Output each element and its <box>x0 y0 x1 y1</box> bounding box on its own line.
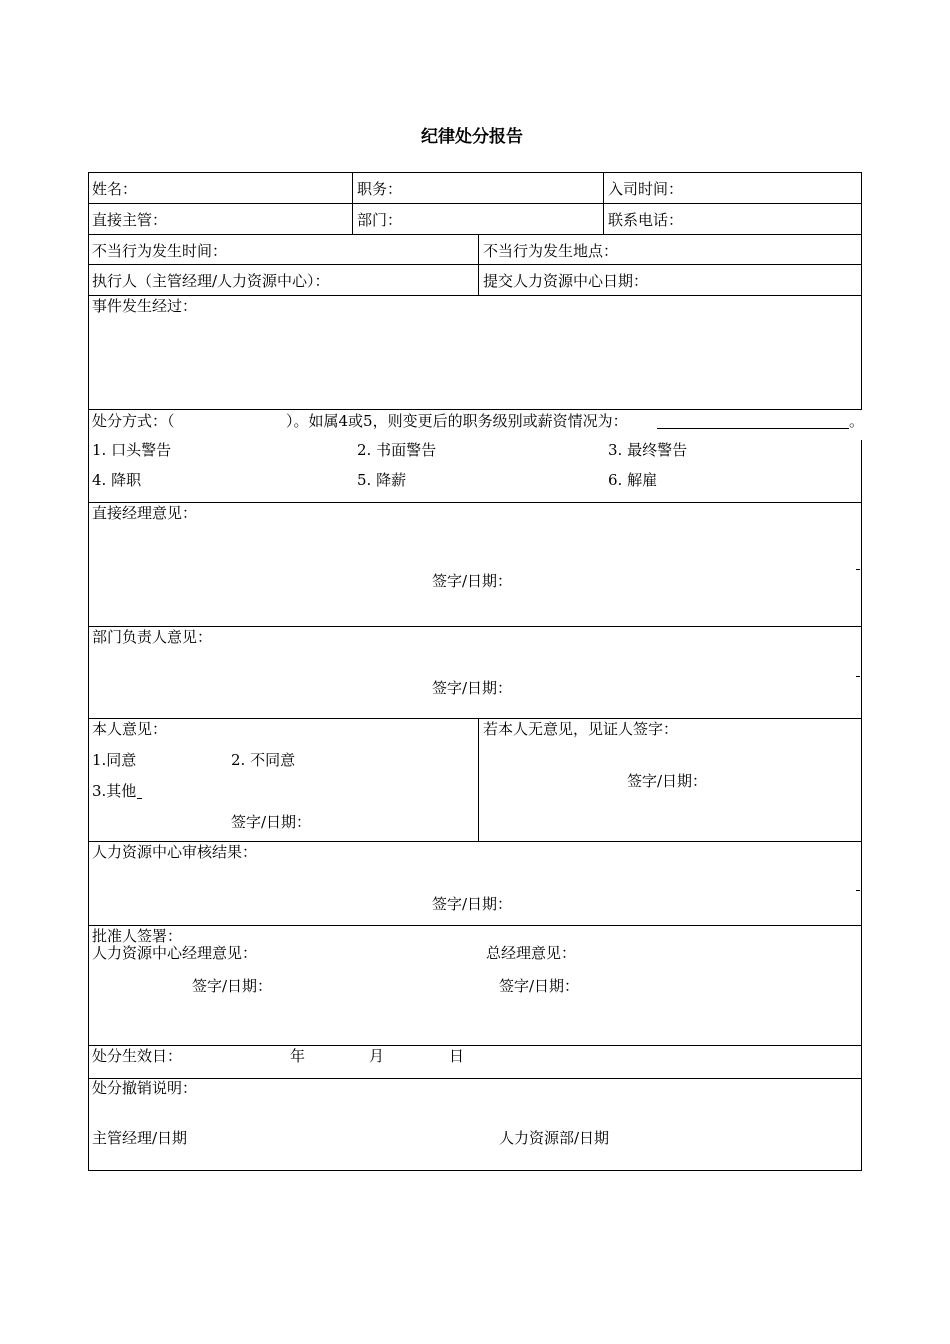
self-other-option: 3.其他 <box>92 782 137 800</box>
self-agree-option: 1.同意 <box>92 751 137 769</box>
approver-label: 批准人签署： <box>92 927 183 945</box>
col-divider <box>603 172 604 234</box>
row-divider <box>88 718 862 719</box>
hr-manager-opinion-label: 人力资源中心经理意见： <box>92 944 258 962</box>
department-label: 部门： <box>357 211 403 229</box>
effective-day: 日 <box>449 1047 465 1065</box>
col-divider <box>478 234 479 295</box>
manager-opinion-label: 直接经理意见： <box>92 504 198 522</box>
col-divider <box>352 172 353 234</box>
witness-label: 若本人无意见，见证人签字： <box>483 720 679 738</box>
col-divider <box>478 718 479 842</box>
revocation-supervisor-sign: 主管经理/日期 <box>92 1129 188 1147</box>
executor-label: 执行人（主管经理/人力资源中心）： <box>92 272 330 290</box>
table-border-left <box>88 172 89 1171</box>
row-divider <box>88 295 862 296</box>
gm-opinion-label: 总经理意见： <box>486 944 577 962</box>
revocation-label: 处分撤销说明： <box>92 1079 198 1097</box>
option-demotion: 4. 降职 <box>92 471 142 489</box>
table-border-right <box>861 440 862 1171</box>
method-end: 。 <box>849 412 865 430</box>
name-label: 姓名： <box>92 180 138 198</box>
dept-head-opinion-label: 部门负责人意见： <box>92 628 213 646</box>
table-border-right <box>861 172 862 410</box>
row-divider <box>88 409 862 410</box>
dept-head-signature: 签字/日期： <box>432 679 513 697</box>
option-dismissal: 6. 解雇 <box>608 471 658 489</box>
witness-signature: 签字/日期： <box>627 772 708 790</box>
other-blank <box>137 798 142 799</box>
incident-process-label: 事件发生经过： <box>92 297 198 315</box>
method-prefix: 处分方式：（ <box>92 412 175 430</box>
option-written-warning: 2. 书面警告 <box>357 441 437 459</box>
option-pay-cut: 5. 降薪 <box>357 471 407 489</box>
dash-mark <box>856 676 860 677</box>
dash-mark <box>856 890 860 891</box>
salary-change-blank <box>657 428 849 429</box>
gm-signature: 签字/日期： <box>499 977 580 995</box>
row-divider <box>88 1078 862 1079</box>
row-divider <box>88 1045 862 1046</box>
method-suffix: ）。如属4或5，则变更后的职务级别或薪资情况为： <box>286 412 628 430</box>
join-date-label: 入司时间： <box>608 180 684 198</box>
dash-mark <box>856 569 860 570</box>
position-label: 职务： <box>357 180 403 198</box>
hr-review-signature: 签字/日期： <box>432 895 513 913</box>
page-title: 纪律处分报告 <box>421 127 523 147</box>
row-divider <box>88 203 862 204</box>
effective-date-label: 处分生效日： <box>92 1047 183 1065</box>
self-opinion-label: 本人意见： <box>92 720 168 738</box>
self-signature: 签字/日期： <box>231 813 312 831</box>
row-divider <box>88 234 862 235</box>
row-divider <box>88 502 862 503</box>
hr-review-label: 人力资源中心审核结果： <box>92 843 258 861</box>
revocation-hr-sign: 人力资源部/日期 <box>499 1129 610 1147</box>
hr-manager-signature: 签字/日期： <box>192 977 273 995</box>
self-disagree-option: 2. 不同意 <box>231 751 296 769</box>
manager-signature: 签字/日期： <box>432 572 513 590</box>
effective-month: 月 <box>369 1047 385 1065</box>
table-border-top <box>88 172 862 173</box>
submit-date-label: 提交人力资源中心日期： <box>483 272 649 290</box>
option-verbal-warning: 1. 口头警告 <box>92 441 172 459</box>
incident-place-label: 不当行为发生地点： <box>483 242 619 260</box>
phone-label: 联系电话： <box>608 211 684 229</box>
row-divider <box>88 264 862 265</box>
option-final-warning: 3. 最终警告 <box>608 441 688 459</box>
row-divider <box>88 925 862 926</box>
effective-year: 年 <box>290 1047 306 1065</box>
table-border-bottom <box>88 1170 862 1171</box>
supervisor-label: 直接主管： <box>92 211 168 229</box>
incident-time-label: 不当行为发生时间： <box>92 242 228 260</box>
